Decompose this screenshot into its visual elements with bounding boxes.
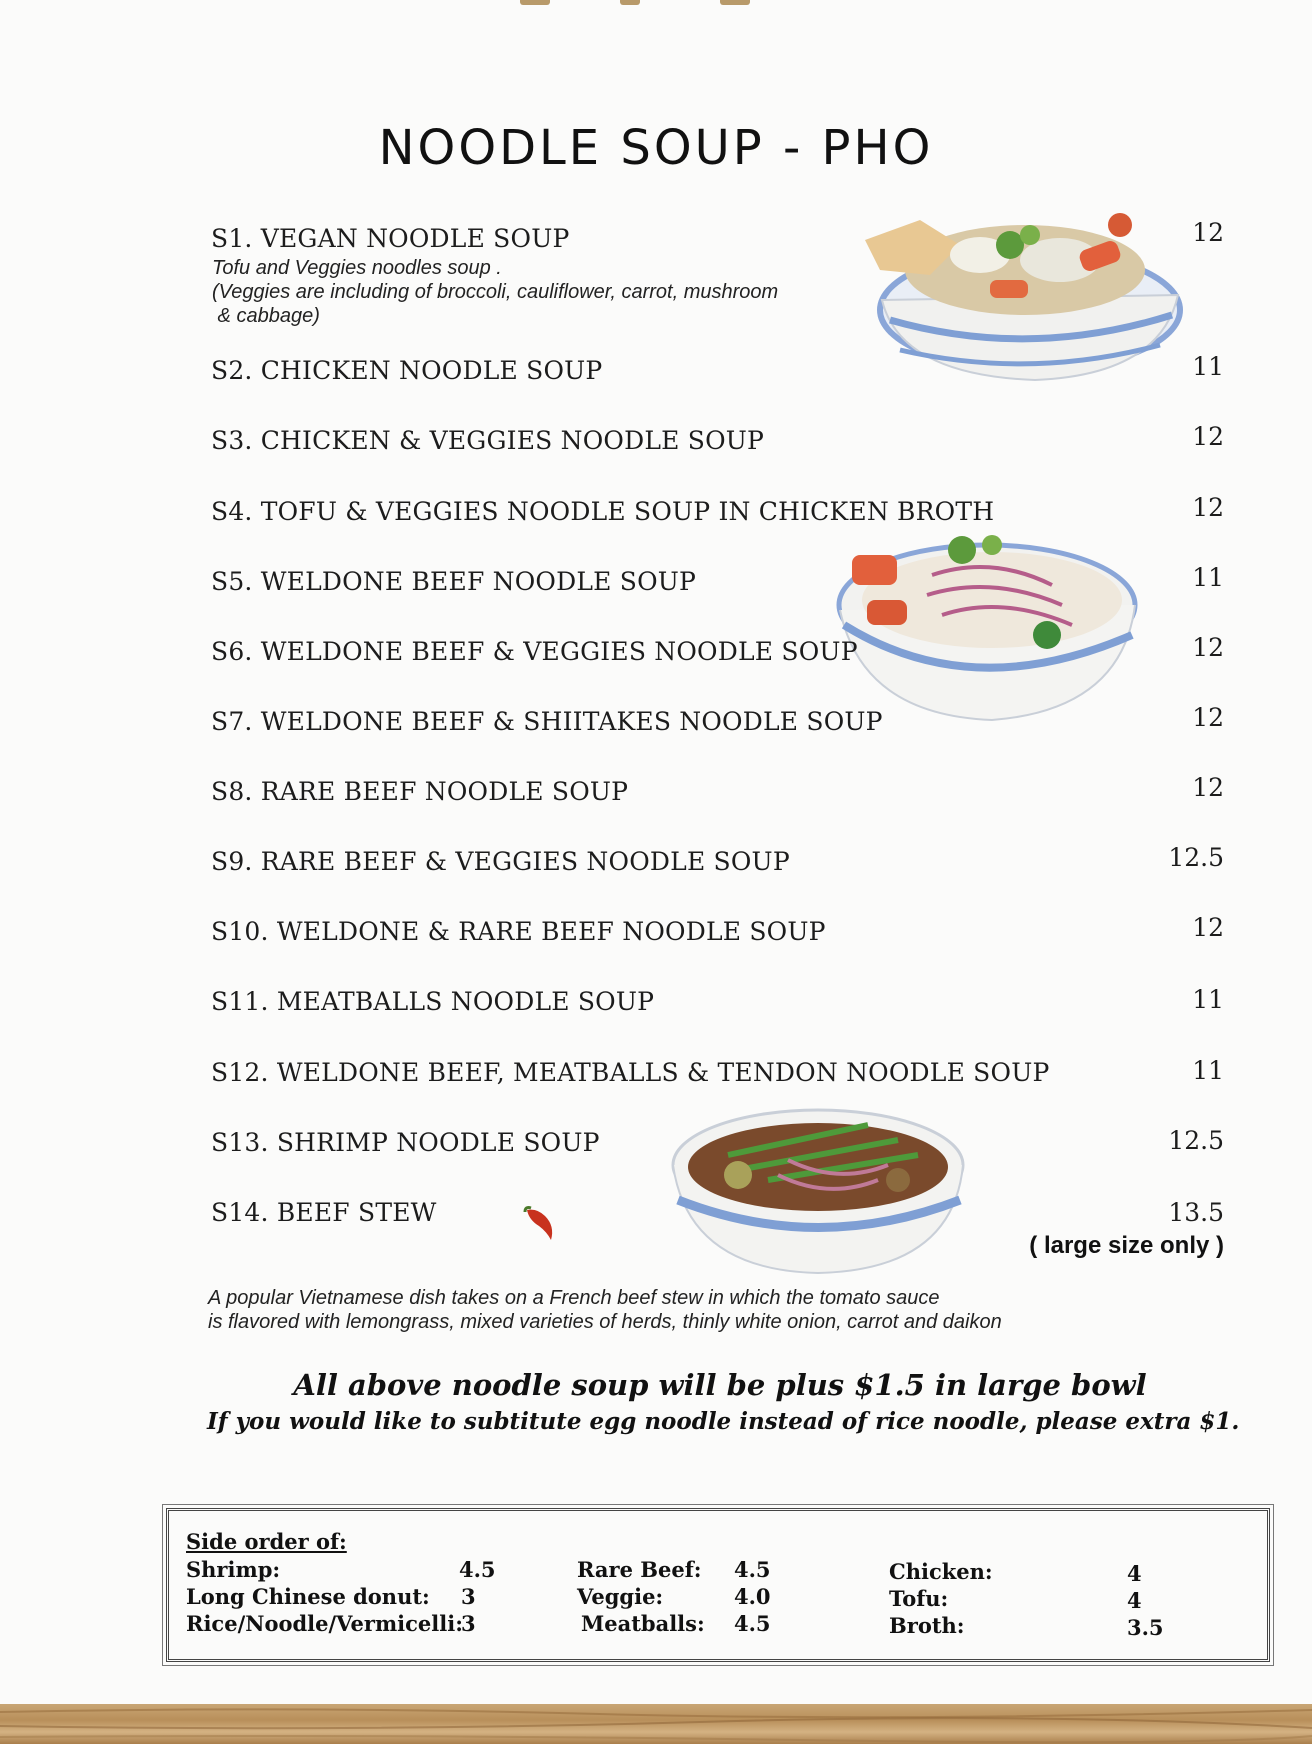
menu-item-s11-price: 11 (1192, 985, 1224, 1014)
side-value-veggie: 4.0 (734, 1584, 771, 1609)
beef-stew-description: A popular Vietnamese dish takes on a French beef stew in which the tomato sauce is flavored with lemongrass, mixed varieties of herds, thinly white onion, carrot and daikon (208, 1287, 1002, 1333)
menu-item-s6-price: 12 (1192, 633, 1224, 662)
menu-item-s11-name: S11. MEATBALLS NOODLE SOUP (211, 987, 655, 1016)
shrimp-bowl-photo (668, 1105, 968, 1275)
menu-item-s5-price: 11 (1192, 563, 1224, 592)
menu-item-s9-price: 12.5 (1168, 843, 1224, 872)
menu-item-s4-name: S4. TOFU & VEGGIES NOODLE SOUP IN CHICKEN BROTH (211, 497, 995, 526)
menu-item-s3-name: S3. CHICKEN & VEGGIES NOODLE SOUP (211, 426, 765, 455)
menu-item-s5-name: S5. WELDONE BEEF NOODLE SOUP (211, 567, 697, 596)
side-label-veggie: Veggie: (577, 1584, 664, 1609)
menu-item-s13-name: S13. SHRIMP NOODLE SOUP (211, 1128, 600, 1157)
menu-item-s14-name: S14. BEEF STEW (211, 1198, 437, 1227)
menu-item-s1-name: S1. VEGAN NOODLE SOUP (211, 224, 570, 253)
side-label-broth: Broth: (889, 1613, 965, 1638)
wood-grain (0, 1704, 1312, 1744)
side-label-meatballs: Meatballs: (581, 1611, 705, 1636)
menu-item-s14-price: 13.5 (1168, 1198, 1224, 1227)
menu-item-s3-price: 12 (1192, 422, 1224, 451)
menu-item-s10-price: 12 (1192, 913, 1224, 942)
vegan-bowl-photo (860, 200, 1190, 395)
side-value-shrimp: 4.5 (459, 1557, 496, 1582)
egg-noodle-notice: If you would like to subtitute egg noodle instead of rice noodle, please extra $1. (207, 1408, 1240, 1435)
menu-item-s9-name: S9. RARE BEEF & VEGGIES NOODLE SOUP (211, 847, 790, 876)
menu-item-s2-name: S2. CHICKEN NOODLE SOUP (211, 356, 603, 385)
side-value-long-chinese-donut: 3 (461, 1584, 476, 1609)
menu-item-s4-price: 12 (1192, 493, 1224, 522)
side-order-title: Side order of: (186, 1529, 347, 1554)
side-label-rare-beef: Rare Beef: (577, 1557, 702, 1582)
menu-item-s12-name: S12. WELDONE BEEF, MEATBALLS & TENDON NOODLE SOUP (211, 1058, 1050, 1087)
menu-item-s12-price: 11 (1192, 1056, 1224, 1085)
side-label-tofu: Tofu: (889, 1586, 949, 1611)
menu-item-s13-price: 12.5 (1168, 1126, 1224, 1155)
menu-item-s7-price: 12 (1192, 703, 1224, 732)
side-label-rice-noodle-vermicelli: Rice/Noodle/Vermicelli: (186, 1611, 463, 1636)
menu-item-s8-price: 12 (1192, 773, 1224, 802)
chili-pepper-icon (523, 1206, 563, 1242)
menu-item-s2-price: 11 (1192, 352, 1224, 381)
menu-item-s1-description: Tofu and Veggies noodles soup . (Veggies are including of broccoli, cauliflower, carrot, mushroom & cabbage) (212, 257, 779, 327)
side-value-broth: 3.5 (1127, 1615, 1164, 1640)
large-size-only-note: ( large size only ) (1029, 1232, 1224, 1259)
side-order-box (166, 1508, 1270, 1662)
side-value-chicken: 4 (1127, 1561, 1142, 1586)
side-value-rice-noodle-vermicelli: 3 (461, 1611, 476, 1636)
side-value-rare-beef: 4.5 (734, 1557, 771, 1582)
menu-item-s1-price: 12 (1192, 218, 1224, 247)
menu-item-s6-name: S6. WELDONE BEEF & VEGGIES NOODLE SOUP (211, 637, 858, 666)
beef-bowl-photo (832, 535, 1142, 730)
side-label-long-chinese-donut: Long Chinese donut: (186, 1584, 430, 1609)
side-label-shrimp: Shrimp: (186, 1557, 281, 1582)
top-decoration (520, 0, 800, 6)
side-label-chicken: Chicken: (889, 1559, 993, 1584)
menu-item-s8-name: S8. RARE BEEF NOODLE SOUP (211, 777, 629, 806)
menu-item-s10-name: S10. WELDONE & RARE BEEF NOODLE SOUP (211, 917, 826, 946)
side-value-meatballs: 4.5 (734, 1611, 771, 1636)
page-title: NOODLE SOUP - PHO (378, 120, 934, 176)
menu-item-s7-name: S7. WELDONE BEEF & SHIITAKES NOODLE SOUP (211, 707, 883, 736)
large-bowl-notice: All above noodle soup will be plus $1.5 in large bowl (293, 1368, 1147, 1402)
side-value-tofu: 4 (1127, 1588, 1142, 1613)
